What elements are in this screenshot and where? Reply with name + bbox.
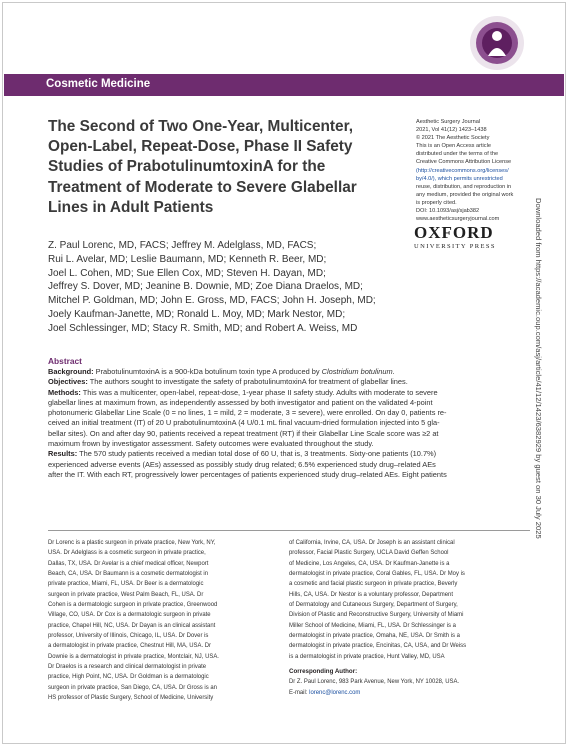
meta-line: 2021, Vol 41(12) 1423–1438 [416, 127, 487, 134]
meta-line: is properly cited. [416, 199, 457, 206]
results-label: Results: [48, 449, 78, 459]
corresponding-email-row [289, 688, 519, 698]
affiliation-line: dermatologist in private practice, Encinitas, CA, USA, and Dr Weiss [289, 643, 467, 650]
title-line: Open-Label, Repeat-Dose, Phase II Safety [48, 138, 353, 156]
methods-line: ceived an initial treatment (IT) of 20 U prabotulinumtoxinA (4 U/0.1 mL final vacuum-dried formulation injected into 5 gla- [48, 418, 440, 428]
methods-line: maximum frown by investigator assessment. Safety outcomes were evaluated throughout the study. [48, 439, 374, 449]
author-line: Mitchel P. Goldman, MD; John E. Gross, MD, FACS; John H. Joseph, MD; [48, 295, 376, 306]
meta-doi[interactable]: DOI: 10.1093/asj/sjab382 [416, 208, 480, 215]
author-line: Z. Paul Lorenc, MD, FACS; Jeffrey M. Adelglass, MD, FACS; [48, 240, 317, 251]
corresponding-author-heading: Corresponding Author: [289, 668, 358, 676]
author-line: Rui L. Avelar, MD; Leslie Baumann, MD; Kenneth R. Beer, MD; [48, 253, 327, 265]
affiliation-line: Division of Plastic and Reconstructive Surgery, University of Miami [289, 612, 464, 619]
objectives-label: Objectives: [48, 377, 88, 387]
publisher-logo [414, 224, 496, 250]
journal-meta [416, 118, 528, 223]
publisher-subtitle: UNIVERSITY PRESS [414, 243, 496, 250]
abstract-objectives [48, 377, 530, 387]
author-list [48, 239, 376, 335]
affiliation-line: surgeon in private practice, San Diego, CA, USA. Dr Gross is an [48, 684, 217, 691]
meta-line: This is an Open Access article [416, 143, 491, 150]
affiliation-line: Downie is a dermatologist in private practice, Montclair, NJ, USA. [48, 653, 219, 660]
title-line: Lines in Adult Patients [48, 198, 214, 216]
background-end: . [392, 367, 395, 376]
affiliation-line: Hills, CA, USA. Dr Nestor is a voluntary professor, Department [289, 591, 453, 598]
affiliation-line: a dermatologist in private practice, Chestnut Hill, MA, USA. Dr [48, 643, 212, 650]
affiliation-line: a cosmetic and facial plastic surgeon in private practice, Beverly [289, 581, 458, 588]
methods-label: Methods: [48, 387, 81, 397]
meta-line-link[interactable]: by/4.0/), which permits unrestricted [416, 175, 503, 182]
abstract [48, 355, 530, 480]
author-line: Joely Kaufman-Janette, MD; Ronald L. Moy, MD; Mark Nestor, MD; [48, 308, 346, 320]
section-label: Cosmetic Medicine [46, 78, 151, 90]
affiliation-line: dermatologist in private practice, Coral Gables, FL, USA. Dr Moy is [289, 571, 465, 578]
methods-line: bellar sites). On and after day 90, patients received a repeat treatment (RT) if their Glabellar Line Scale score was ≥2 at [48, 428, 439, 438]
affiliation-line: of California, Irvine, CA, USA. Dr Joseph is an assistant clinical [289, 540, 455, 546]
aesthetic-society-logo-icon [468, 14, 526, 72]
affiliation-line: Dr Lorenc is a plastic surgeon in private practice, New York, NY, [48, 540, 216, 546]
affiliation-line: of Dermatology and Cutaneous Surgery, Department of Surgery, [289, 602, 458, 609]
section-band [4, 74, 564, 96]
affiliation-line: private practice, Miami, FL, USA. Dr Beer is a dermatologic [48, 581, 204, 588]
meta-line: © 2021 The Aesthetic Society [416, 135, 490, 142]
affiliation-line: surgeon in private practice, West Palm Beach, FL, USA. Dr [48, 591, 204, 598]
results-line: experienced adverse events (AEs) assessed as possibly study drug related; 6.5% experienced study drug–related AEs [48, 459, 436, 469]
methods-line: glabellar lines at maximum frown, as independently assessed by both investigator and patient on the validated 4-point [48, 397, 433, 407]
results-line: The 570 study patients received a median total dose of 60 U, that is, 3 treatments. Sixty-one patients (10.7%) [79, 449, 437, 459]
affiliation-line: Dallas, TX, USA. Dr Avelar is a chief medical officer, Newport [48, 560, 209, 567]
affiliation-line: Miller School of Medicine, Miami, FL, USA. Dr Schlessinger is a [289, 622, 456, 629]
title-line: Treatment of Moderate to Severe Glabellar [48, 178, 357, 196]
affiliations-left [48, 538, 278, 704]
affiliations-right [289, 538, 519, 698]
download-note: Downloaded from https://academic.oup.com/asj/article/41/12/1423/6382929 by guest on 30 July 2025 [534, 198, 543, 539]
corresponding-address: Dr Z. Paul Lorenc, 983 Park Avenue, New York, NY 10028, USA. [289, 679, 460, 686]
meta-website[interactable]: www.aestheticsurgeryjournal.com [416, 216, 500, 223]
affiliation-line: Beach, CA, USA. Dr Baumann is a cosmetic dermatologist in [48, 571, 209, 578]
meta-line: Creative Commons Attribution License [416, 159, 512, 166]
author-line: Joel L. Cohen, MD; Sue Ellen Cox, MD; Steven H. Dayan, MD; [48, 267, 326, 279]
methods-line: This was a multicenter, open-label, repeat-dose, 1-year phase II safety study. Adults with moderate to severe [82, 387, 438, 397]
email-link[interactable]: lorenc@lorenc.com [309, 689, 361, 696]
background-text: PrabotulinumtoxinA is a 900-kDa botulinum toxin type A produced by [95, 367, 322, 376]
title-line: Studies of PrabotulinumtoxinA for the [48, 158, 326, 176]
abstract-methods [48, 388, 530, 450]
affiliation-line: Village, CO, USA. Dr Cox is a dermatologic surgeon in private [48, 612, 211, 619]
methods-line: photonumeric Glabellar Line Scale (0 = no lines, 1 = mild, 2 = moderate, 3 = severe), were enrolled. On day 0, patients re- [48, 408, 447, 418]
abstract-results [48, 449, 530, 480]
affiliation-line: Dr Draelos is a research and clinical dermatologist in private [48, 664, 207, 671]
meta-line: reuse, distribution, and reproduction in [416, 183, 512, 190]
author-line: Jeffrey S. Dover, MD; Jeanine B. Downie, MD; Zoe Diana Draelos, MD; [48, 281, 363, 293]
author-line: Joel Schlessinger, MD; Stacy R. Smith, MD; and Robert A. Weiss, MD [48, 322, 358, 334]
meta-line: any medium, provided the original work [416, 191, 514, 198]
objectives-text: The authors sought to investigate the safety of prabotulinumtoxinA for treatment of glabellar lines. [89, 377, 408, 387]
abstract-heading: Abstract [48, 356, 82, 366]
affiliation-line: is a dermatologist in private practice, Hunt Valley, MD, USA [289, 653, 445, 660]
affiliation-line: practice, Chapel Hill, NC, USA. Dr Dayan is an clinical assistant [48, 622, 216, 629]
results-line: after the IT. With each RT, progressively lower percentages of patients experienced study drug–related AEs. Eight patients [48, 469, 447, 479]
affiliation-line: USA. Dr Adelglass is a cosmetic surgeon in private practice, [48, 550, 206, 557]
affiliation-line: HS professor of Plastic Surgery, School of Medicine, University [48, 695, 214, 702]
affiliation-line: dermatologist in private practice, Omaha, NE, USA. Dr Smith is a [289, 633, 460, 640]
footnote-divider [48, 530, 530, 531]
meta-line: Aesthetic Surgery Journal [416, 119, 481, 125]
affiliation-line: practice, High Point, NC, USA. Dr Goldman is a dermatologic [48, 674, 209, 681]
background-organism: Clostridium botulinum [321, 367, 393, 376]
meta-line: distributed under the terms of the [416, 151, 499, 158]
affiliation-line: Cohen is a dermatologic surgeon in private practice, Greenwood [48, 602, 218, 609]
publisher-name: OXFORD [414, 223, 494, 242]
abstract-background [48, 367, 530, 377]
affiliation-line: of Medicine, Los Angeles, CA, USA. Dr Kaufman-Janette is a [289, 560, 450, 567]
background-label: Background: [48, 367, 94, 376]
meta-line-link[interactable]: (http://creativecommons.org/licenses/ [416, 167, 509, 174]
affiliation-line: professor, Facial Plastic Surgery, UCLA David Geffen School [289, 550, 449, 557]
email-label: E-mail: [289, 689, 308, 696]
affiliation-line: professor, University of Illinois, Chicago, IL, USA. Dr Dover is [48, 633, 209, 640]
article-title [48, 117, 380, 218]
title-line: The Second of Two One-Year, Multicenter, [48, 118, 354, 135]
